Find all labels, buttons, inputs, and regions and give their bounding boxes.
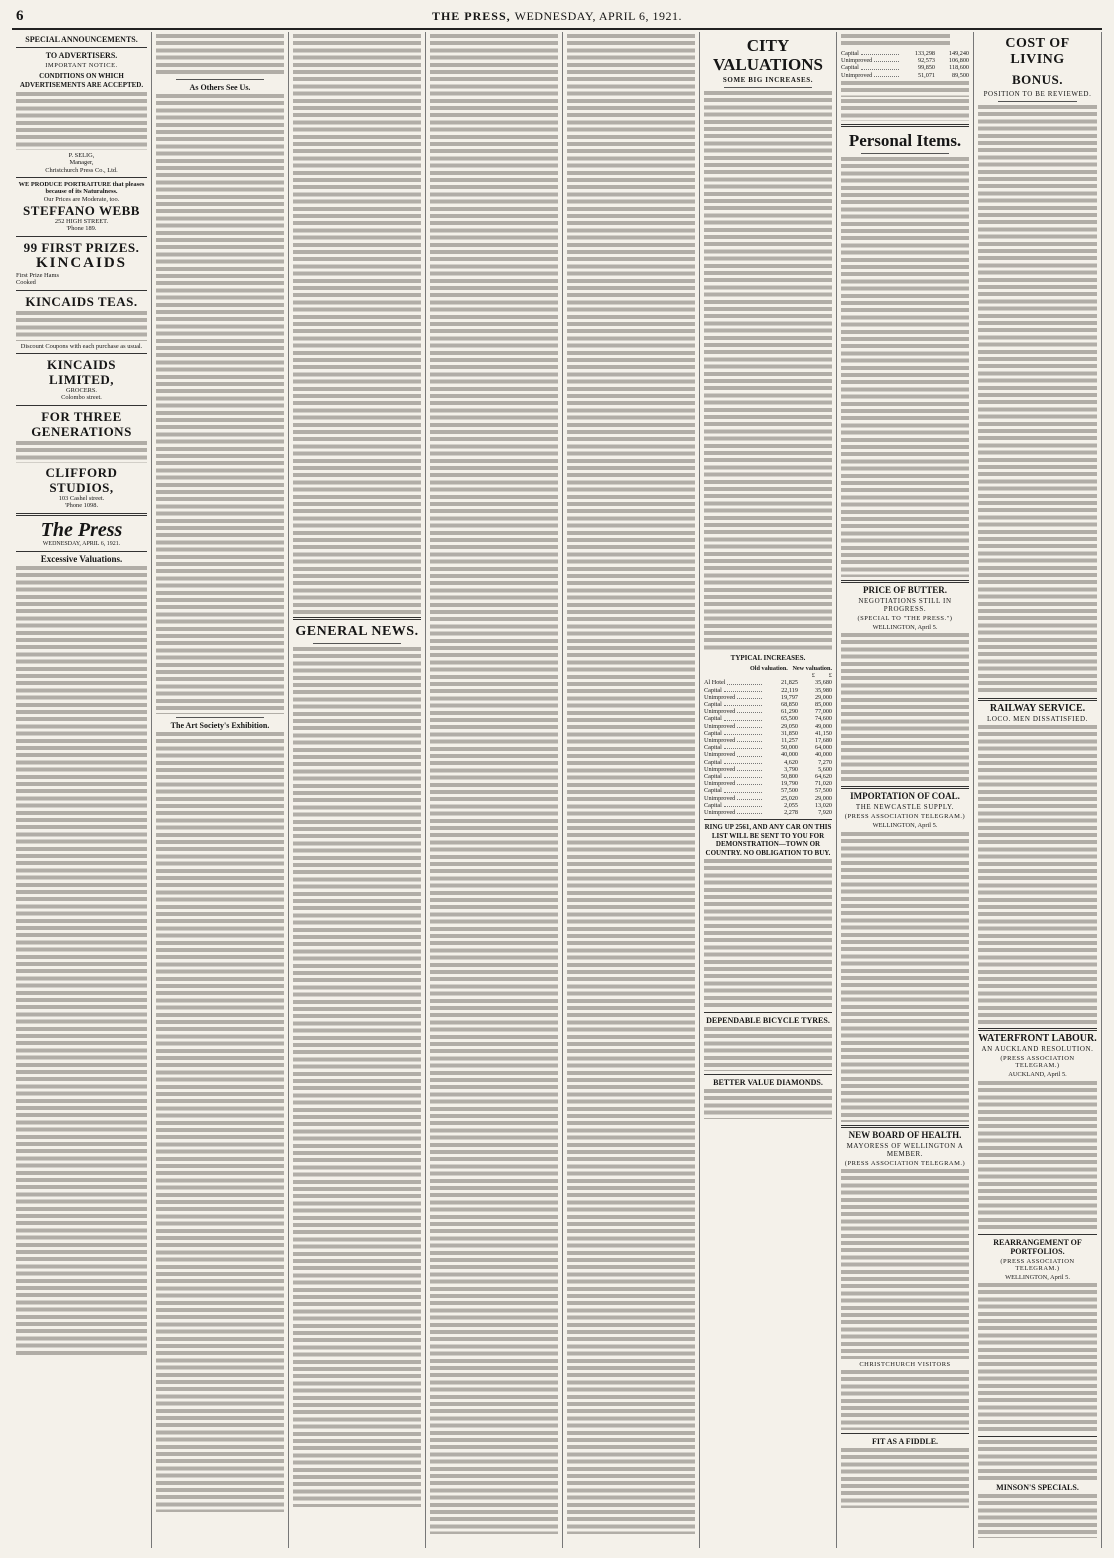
row-label: Capital xyxy=(704,701,722,709)
column-2 xyxy=(152,32,289,1548)
row-label: Unimproved xyxy=(704,708,736,716)
row-label: Unimproved xyxy=(704,765,736,773)
railway-body xyxy=(978,725,1097,1025)
new-value: 7,270 xyxy=(818,758,832,766)
cost-of-living-heading: COST OF LIVING xyxy=(1005,36,1070,67)
leader-dots xyxy=(737,809,762,814)
masthead xyxy=(12,6,1102,30)
selig-role: Manager, xyxy=(69,159,94,167)
leader-dots xyxy=(874,72,899,77)
general-news-continued xyxy=(430,34,558,1534)
old-value: 61,290 xyxy=(780,708,798,716)
divider xyxy=(176,717,264,718)
personal-items-heading: Personal Items. xyxy=(848,130,962,150)
old-value: 51,071 xyxy=(917,71,935,79)
others-see-us-heading: As Others See Us. xyxy=(189,83,251,92)
press-association-credit-3: (PRESS ASSOCIATION TELEGRAM.) xyxy=(1000,1055,1075,1070)
old-value: 19,790 xyxy=(780,780,798,788)
masthead-date: WEDNESDAY, APRIL 6, 1921. xyxy=(514,9,683,23)
old-value: 25,020 xyxy=(780,794,798,802)
divider xyxy=(978,698,1097,701)
tyres-body xyxy=(704,1027,832,1071)
first-prizes-heading: 99 FIRST PRIZES. xyxy=(23,239,140,255)
new-value: 89,500 xyxy=(951,71,969,79)
leader-dots xyxy=(727,679,762,684)
divider xyxy=(841,1125,969,1128)
divider xyxy=(704,1012,832,1013)
dominion-ad-body xyxy=(978,1440,1097,1480)
old-value: 99,850 xyxy=(917,64,935,72)
press-company: Christchurch Press Co., Ltd. xyxy=(45,166,118,174)
waterfront-labour-heading: WATERFRONT LABOUR. xyxy=(978,1033,1097,1044)
column-3 xyxy=(289,32,426,1548)
new-value: 41,150 xyxy=(814,729,832,737)
valuation-row xyxy=(704,723,832,730)
valuation-row xyxy=(704,795,832,802)
colombo-street: Colombo street. xyxy=(61,394,102,402)
valuation-row xyxy=(704,766,832,773)
ballantyne-label xyxy=(841,81,969,97)
clifford-phone: 'Phone 1098. xyxy=(64,502,99,510)
loco-men-subhead: LOCO. MEN DISSATISFIED. xyxy=(987,715,1088,723)
row-label: Unimproved xyxy=(704,722,736,730)
old-value: 4,620 xyxy=(784,758,798,766)
valuation-row xyxy=(704,809,832,816)
discount-coupons: Discount Coupons with each purchase as usual. xyxy=(20,342,143,350)
city-valuations-heading: CITY VALUATIONS xyxy=(713,36,823,74)
valuation-row xyxy=(704,687,832,694)
leader-dots xyxy=(724,802,762,807)
coal-body xyxy=(841,832,969,1122)
valuation-row xyxy=(704,751,832,758)
divider xyxy=(16,551,147,552)
portfolios-dateline: WELLINGTON, April 5. xyxy=(1005,1274,1070,1282)
steffano-address: 252 HIGH STREET. xyxy=(54,218,109,226)
ring-up-ad: RING UP 2561, AND ANY CAR ON THIS LIST WILL BE SENT TO YOU FOR DEMONSTRATION—TOWN OR COUNTRY. NO OBLIGATION TO BUY. xyxy=(704,823,832,857)
new-value: 118,600 xyxy=(949,64,969,72)
new-value: 49,000 xyxy=(814,722,832,730)
leader-dots xyxy=(737,780,762,785)
butter-dateline: WELLINGTON, April 5. xyxy=(872,624,938,632)
row-label: Unimproved xyxy=(704,693,736,701)
old-value: 21,825 xyxy=(780,679,798,687)
to-advertisers-heading: TO ADVERTISERS. xyxy=(45,51,118,60)
old-value: 29,050 xyxy=(780,722,798,730)
kincaids-ad xyxy=(16,240,147,287)
new-value: 85,000 xyxy=(814,701,832,709)
art-society-continued xyxy=(293,34,421,614)
the-press-nameplate: The Press xyxy=(40,518,123,541)
divider xyxy=(16,513,147,516)
auckland-resolution-subhead: AN AUCKLAND RESOLUTION. xyxy=(981,1045,1094,1053)
leader-dots xyxy=(737,795,762,800)
valuation-row xyxy=(841,50,969,57)
clifford-address: 103 Cashel street. xyxy=(58,494,105,502)
press-date-line: WEDNESDAY, APRIL 6, 1921. xyxy=(42,540,121,547)
leader-dots xyxy=(874,57,899,62)
row-label: Capital xyxy=(841,64,859,72)
old-value: 68,850 xyxy=(780,701,798,709)
new-value: 64,000 xyxy=(814,744,832,752)
divider xyxy=(293,617,421,620)
new-value: 57,500 xyxy=(814,787,832,795)
leader-dots xyxy=(724,730,762,735)
row-label: Unimproved xyxy=(704,751,736,759)
divider xyxy=(724,87,812,88)
row-label: Unimproved xyxy=(704,794,736,802)
valuation-row xyxy=(841,64,969,71)
new-value: 13,020 xyxy=(814,801,832,809)
old-value: 92,573 xyxy=(917,57,935,65)
row-label: Unimproved xyxy=(704,809,736,817)
portraiture-text: WE PRODUCE PORTRAITURE that pleases because of its Naturalness. xyxy=(18,180,145,196)
rearrangement-heading: REARRANGEMENT OF PORTFOLIOS. xyxy=(993,1237,1082,1256)
price-of-butter-heading: PRICE OF BUTTER. xyxy=(863,584,947,595)
valuation-row xyxy=(841,57,969,64)
press-association-credit: (PRESS ASSOCIATION TELEGRAM.) xyxy=(844,813,966,821)
waterfront-dateline: AUCKLAND, April 5. xyxy=(1008,1071,1067,1079)
newcastle-subhead: THE NEWCASTLE SUPPLY. xyxy=(855,803,955,812)
railway-service-heading: RAILWAY SERVICE. xyxy=(989,703,1086,714)
position-review-subhead: POSITION TO BE REVIEWED. xyxy=(983,90,1092,98)
row-label: Capital xyxy=(841,50,859,57)
important-notice: IMPORTANT NOTICE. xyxy=(45,62,118,69)
prices-text: Our Prices are Moderate, too. xyxy=(43,195,120,203)
car-list xyxy=(704,859,832,1009)
column-5 xyxy=(563,32,700,1548)
column-8 xyxy=(974,32,1102,1548)
row-label: Capital xyxy=(704,744,722,752)
clifford-studios-ad xyxy=(16,409,147,510)
valuation-row xyxy=(704,787,832,794)
row-label: Capital xyxy=(704,758,722,766)
old-valuation-header: Old valuation. xyxy=(749,665,788,672)
christchurch-visitors: CHRISTCHURCH VISITORS xyxy=(859,1360,951,1368)
row-label: Unimproved xyxy=(704,780,736,788)
new-value: 149,240 xyxy=(948,50,969,57)
press-association-credit-2: (PRESS ASSOCIATION TELEGRAM.) xyxy=(844,1159,966,1167)
page-number: 6 xyxy=(16,8,24,24)
some-big-increases: SOME BIG INCREASES. xyxy=(722,76,814,84)
divider xyxy=(16,405,147,406)
row-label: Capital xyxy=(704,801,722,809)
valuation-row xyxy=(704,701,832,708)
old-value: 133,298 xyxy=(914,50,935,57)
valuations-body xyxy=(704,91,832,651)
valuation-row xyxy=(704,715,832,722)
old-value: 19,797 xyxy=(780,693,798,701)
steffano-phone: 'Phone 189. xyxy=(66,225,97,233)
general-news-heading: GENERAL NEWS. xyxy=(295,624,419,639)
valuation-row xyxy=(704,780,832,787)
masthead-title xyxy=(12,9,1102,24)
divider xyxy=(16,47,147,48)
kincaids-name: KINCAIDS xyxy=(35,254,127,271)
hams-line: First Prize Hams xyxy=(16,271,59,279)
leader-dots xyxy=(861,64,899,69)
bonus-body xyxy=(978,105,1097,695)
unit-new: £ xyxy=(828,672,832,680)
valuation-row xyxy=(704,759,832,766)
row-label: Unimproved xyxy=(841,57,873,65)
portfolios-body xyxy=(978,1283,1097,1433)
unit-old: £ xyxy=(811,672,815,680)
leader-dots xyxy=(724,701,762,706)
divider xyxy=(16,353,147,354)
new-value: 106,800 xyxy=(948,57,969,65)
teas-list xyxy=(16,311,147,341)
new-value: 71,020 xyxy=(814,780,832,788)
editorial-continued xyxy=(156,34,284,76)
valuation-table xyxy=(704,679,832,816)
old-value: 3,790 xyxy=(784,765,798,773)
old-value: 40,000 xyxy=(780,751,798,759)
leader-dots xyxy=(737,766,762,771)
divider xyxy=(313,643,401,644)
leader-dots xyxy=(724,787,762,792)
steffano-webb-name: STEFFANO WEBB xyxy=(23,203,140,219)
grocers-line: GROCERS. xyxy=(65,387,98,395)
conditions-body xyxy=(16,92,147,150)
old-value: 50,800 xyxy=(780,773,798,781)
old-value: 2,278 xyxy=(784,809,798,817)
valuation-row xyxy=(704,737,832,744)
new-value: 40,000 xyxy=(814,751,832,759)
selig-signature: P. SELIG, xyxy=(68,152,95,160)
bonus-heading: BONUS. xyxy=(1011,72,1064,87)
divider xyxy=(704,819,832,820)
new-value: 74,600 xyxy=(814,715,832,723)
old-value: 11,257 xyxy=(781,737,798,745)
valuation-row xyxy=(704,802,832,809)
new-value: 35,680 xyxy=(814,679,832,687)
divider xyxy=(16,236,147,237)
new-value: 7,920 xyxy=(818,809,832,817)
divider xyxy=(978,1028,1097,1031)
divider xyxy=(861,153,949,154)
clifford-body xyxy=(16,441,147,463)
leader-dots xyxy=(724,744,762,749)
divider xyxy=(841,786,969,789)
better-value-diamonds-heading: BETTER VALUE DIAMONDS. xyxy=(713,1078,823,1088)
row-label: Capital xyxy=(704,787,722,795)
dependable-tyres-heading: DEPENDABLE BICYCLE TYRES. xyxy=(706,1016,830,1026)
fit-as-fiddle-heading: FIT AS A FIDDLE. xyxy=(871,1437,939,1447)
old-value: 50,000 xyxy=(780,744,798,752)
three-generations: FOR THREE GENERATIONS xyxy=(31,408,132,439)
column-1 xyxy=(12,32,152,1548)
negotiations-subhead: NEGOTIATIONS STILL IN PROGRESS. xyxy=(858,596,952,613)
row-label: Capital xyxy=(704,715,722,723)
excessive-valuations-heading: Excessive Valuations. xyxy=(40,553,123,564)
valuation-row xyxy=(704,744,832,751)
divider xyxy=(841,1433,969,1434)
leader-dots xyxy=(861,50,899,55)
leader-dots xyxy=(737,737,762,742)
editorial-body xyxy=(16,566,147,1356)
column-6 xyxy=(700,32,837,1548)
butter-body xyxy=(841,633,969,783)
general-news-body xyxy=(293,647,421,1507)
leader-dots xyxy=(737,723,762,728)
new-valuation-header: New valuation. xyxy=(792,665,832,672)
new-value: 29,000 xyxy=(814,794,832,802)
old-value: 57,500 xyxy=(780,787,798,795)
valuation-row xyxy=(704,679,832,686)
strange-valuation-table xyxy=(841,50,969,79)
leader-dots xyxy=(737,708,762,713)
leader-dots xyxy=(724,773,762,778)
row-label: Unimproved xyxy=(704,737,736,745)
steffano-webb-ad xyxy=(16,181,147,233)
leader-dots xyxy=(724,715,762,720)
general-news-continued-2 xyxy=(567,34,695,1534)
new-value: 29,000 xyxy=(814,693,832,701)
divider xyxy=(16,290,147,291)
old-value: 22,119 xyxy=(781,686,798,694)
leader-dots xyxy=(724,687,762,692)
divider xyxy=(841,124,969,127)
row-label: Unimproved xyxy=(841,71,873,79)
coal-dateline: WELLINGTON, April 5. xyxy=(872,822,938,830)
row-label: Al Hotel xyxy=(704,679,726,687)
column-4 xyxy=(426,32,563,1548)
old-value: 2,055 xyxy=(784,801,798,809)
newspaper-name: THE PRESS, xyxy=(431,9,511,23)
leader-dots xyxy=(724,759,762,764)
divider xyxy=(978,1234,1097,1235)
new-value: 35,980 xyxy=(814,686,832,694)
press-association-credit-4: (PRESS ASSOCIATION TELEGRAM.) xyxy=(1000,1257,1075,1272)
row-label: Capital xyxy=(704,729,722,737)
personal-items-body xyxy=(841,157,969,577)
new-value: 77,000 xyxy=(814,708,832,716)
row-label: Capital xyxy=(704,773,722,781)
mayoress-subhead: MAYORESS OF WELLINGTON A MEMBER. xyxy=(846,1141,964,1158)
special-to-press: (SPECIAL TO "THE PRESS.") xyxy=(857,614,953,622)
row-label: Capital xyxy=(704,686,722,694)
new-board-health-heading: NEW BOARD OF HEALTH. xyxy=(848,1129,962,1140)
visitors-body xyxy=(841,1370,969,1430)
importation-coal-heading: IMPORTATION OF COAL. xyxy=(850,791,960,802)
clifford-name: CLIFFORD STUDIOS, xyxy=(45,464,118,495)
kincaids-limited-name: KINCAIDS LIMITED, xyxy=(46,357,116,388)
valuation-row xyxy=(704,708,832,715)
typical-increases-heading: TYPICAL INCREASES. xyxy=(730,654,806,662)
board-health-body xyxy=(841,1169,969,1359)
minsons-body xyxy=(978,1494,1097,1538)
art-society-body xyxy=(156,732,284,1512)
divider xyxy=(704,1074,832,1075)
minsons-specials-heading: MINSON'S SPECIALS. xyxy=(996,1483,1079,1493)
kincaids-teas-name: KINCAIDS TEAS. xyxy=(25,293,138,309)
cooked-line: Cooked xyxy=(16,279,36,287)
divider xyxy=(176,79,264,80)
new-value: 5,600 xyxy=(818,765,832,773)
divider xyxy=(841,580,969,583)
new-value: 17,680 xyxy=(814,737,832,745)
strange-and-co-label xyxy=(841,34,950,48)
old-value: 65,500 xyxy=(780,715,798,723)
leader-dots xyxy=(737,751,762,756)
valuation-row xyxy=(704,773,832,780)
fiddle-body xyxy=(841,1448,969,1508)
old-value: 31,850 xyxy=(780,729,798,737)
waterfront-body xyxy=(978,1081,1097,1231)
divider xyxy=(16,177,147,178)
special-announcements-heading: SPECIAL ANNOUNCEMENTS. xyxy=(25,35,138,44)
valuation-row xyxy=(704,694,832,701)
divider xyxy=(978,1436,1097,1437)
kincaids-teas-ad xyxy=(16,294,147,350)
valuation-row xyxy=(704,730,832,737)
leader-dots xyxy=(737,694,762,699)
valuation-row xyxy=(841,72,969,79)
table-header xyxy=(704,665,832,672)
valuations-summary xyxy=(841,99,969,121)
conditions-heading: CONDITIONS ON WHICH ADVERTISEMENTS ARE ACCEPTED. xyxy=(19,72,144,90)
diamonds-body xyxy=(704,1089,832,1119)
table-units xyxy=(704,672,832,679)
art-society-heading: The Art Society's Exhibition. xyxy=(170,721,270,730)
kincaids-limited-ad xyxy=(16,357,147,402)
divider xyxy=(998,101,1077,102)
column-7 xyxy=(837,32,974,1548)
new-value: 64,620 xyxy=(814,773,832,781)
others-see-us-body xyxy=(156,94,284,714)
